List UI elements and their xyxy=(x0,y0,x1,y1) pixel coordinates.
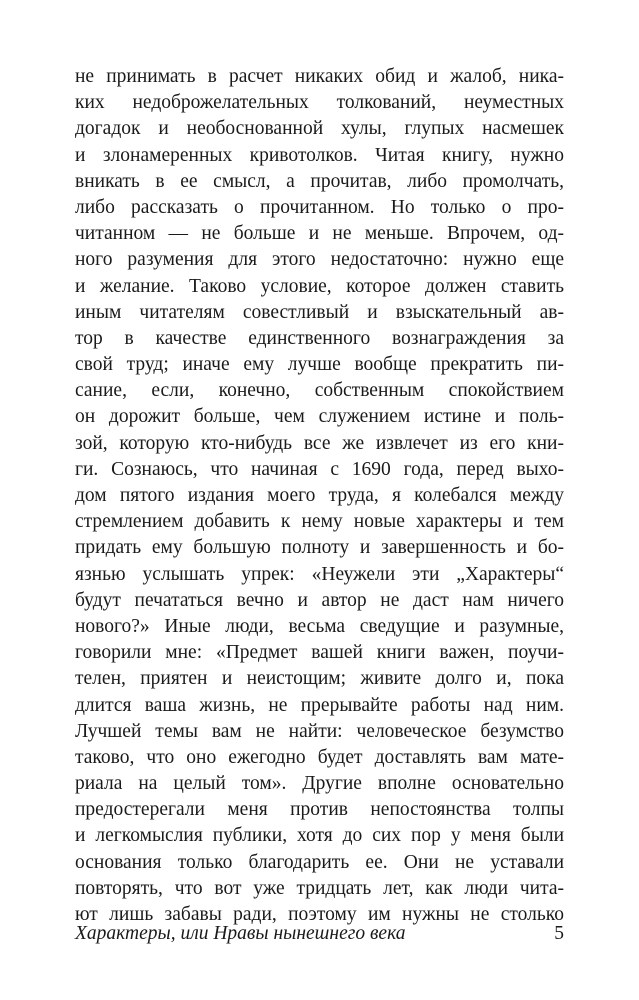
text-line: свой труд; иначе ему лучше вообще прекратить пи- xyxy=(75,354,564,376)
text-line: ного разумения для этого недостаточно: нужно еще xyxy=(75,249,564,271)
text-line: иным читателям совестливый и взыскательный ав- xyxy=(75,301,564,323)
text-line: язнью услышать упрек: «Неужели эти „Характеры“ xyxy=(75,563,564,585)
text-line: таково, что оно ежегодно будет доставлять вам мате- xyxy=(75,746,564,768)
text-line: телен, приятен и неистощим; живите долго и, пока xyxy=(75,668,564,690)
text-line: тор в качестве единственного вознаграждения за xyxy=(75,327,564,349)
text-line: и злонамеренных кривотолков. Читая книгу, нужно xyxy=(75,144,564,166)
text-line: ют лишь забавы ради, поэтому им нужны не столько xyxy=(75,904,564,925)
text-line: повторять, что вот уже тридцать лет, как люди чита- xyxy=(75,877,564,899)
text-line: и желание. Таково условие, которое должен ставить xyxy=(75,275,564,297)
text-line: нового?» Иные люди, весьма сведущие и разумные, xyxy=(75,615,564,637)
text-line: либо рассказать о прочитанном. Но только о про- xyxy=(75,196,564,218)
text-line: и легкомыслия публики, хотя до сих пор у меня были xyxy=(75,825,564,847)
page-footer xyxy=(75,923,564,949)
running-title: Характеры, или Нравы нынешнего века xyxy=(75,923,406,944)
text-line: ги. Сознаюсь, что начиная с 1690 года, перед выхо- xyxy=(75,458,564,480)
text-line: читанном — не больше и не меньше. Впрочем, од- xyxy=(75,223,564,245)
text-line: будут печататься вечно и автор не даст нам ничего xyxy=(75,589,564,611)
text-line: риала на целый том». Другие вполне основательно xyxy=(75,773,564,795)
text-line: стремлением добавить к нему новые характеры и тем xyxy=(75,511,564,533)
text-line: вникать в ее смысл, а прочитав, либо промолчать, xyxy=(75,170,564,192)
page-number: 5 xyxy=(554,923,564,944)
text-line: предостерегали меня против непостоянства толпы xyxy=(75,799,564,821)
text-line: догадок и необоснованной хулы, глупых насмешек xyxy=(75,118,564,140)
text-line: ких недоброжелательных толкований, неуместных xyxy=(75,92,564,114)
text-line: он дорожит больше, чем служением истине и поль- xyxy=(75,406,564,428)
text-line: придать ему большую полноту и завершенность и бо- xyxy=(75,537,564,559)
text-line: длится ваша жизнь, не прерывайте работы над ним. xyxy=(75,694,564,716)
text-line: дом пятого издания моего труда, я колебался между xyxy=(75,485,564,506)
text-line: зой, которую кто-нибудь все же извлечет из его кни- xyxy=(75,432,564,454)
text-line: основания только благодарить ее. Они не уставали xyxy=(75,851,564,873)
body-text xyxy=(75,64,564,928)
text-line: не принимать в расчет никаких обид и жалоб, ника- xyxy=(75,66,564,87)
text-line: говорили мне: «Предмет вашей книги важен, поучи- xyxy=(75,642,564,664)
text-line: сание, если, конечно, собственным спокойствием xyxy=(75,380,564,402)
text-line: Лучшей темы вам не найти: человеческое безумство xyxy=(75,720,564,742)
